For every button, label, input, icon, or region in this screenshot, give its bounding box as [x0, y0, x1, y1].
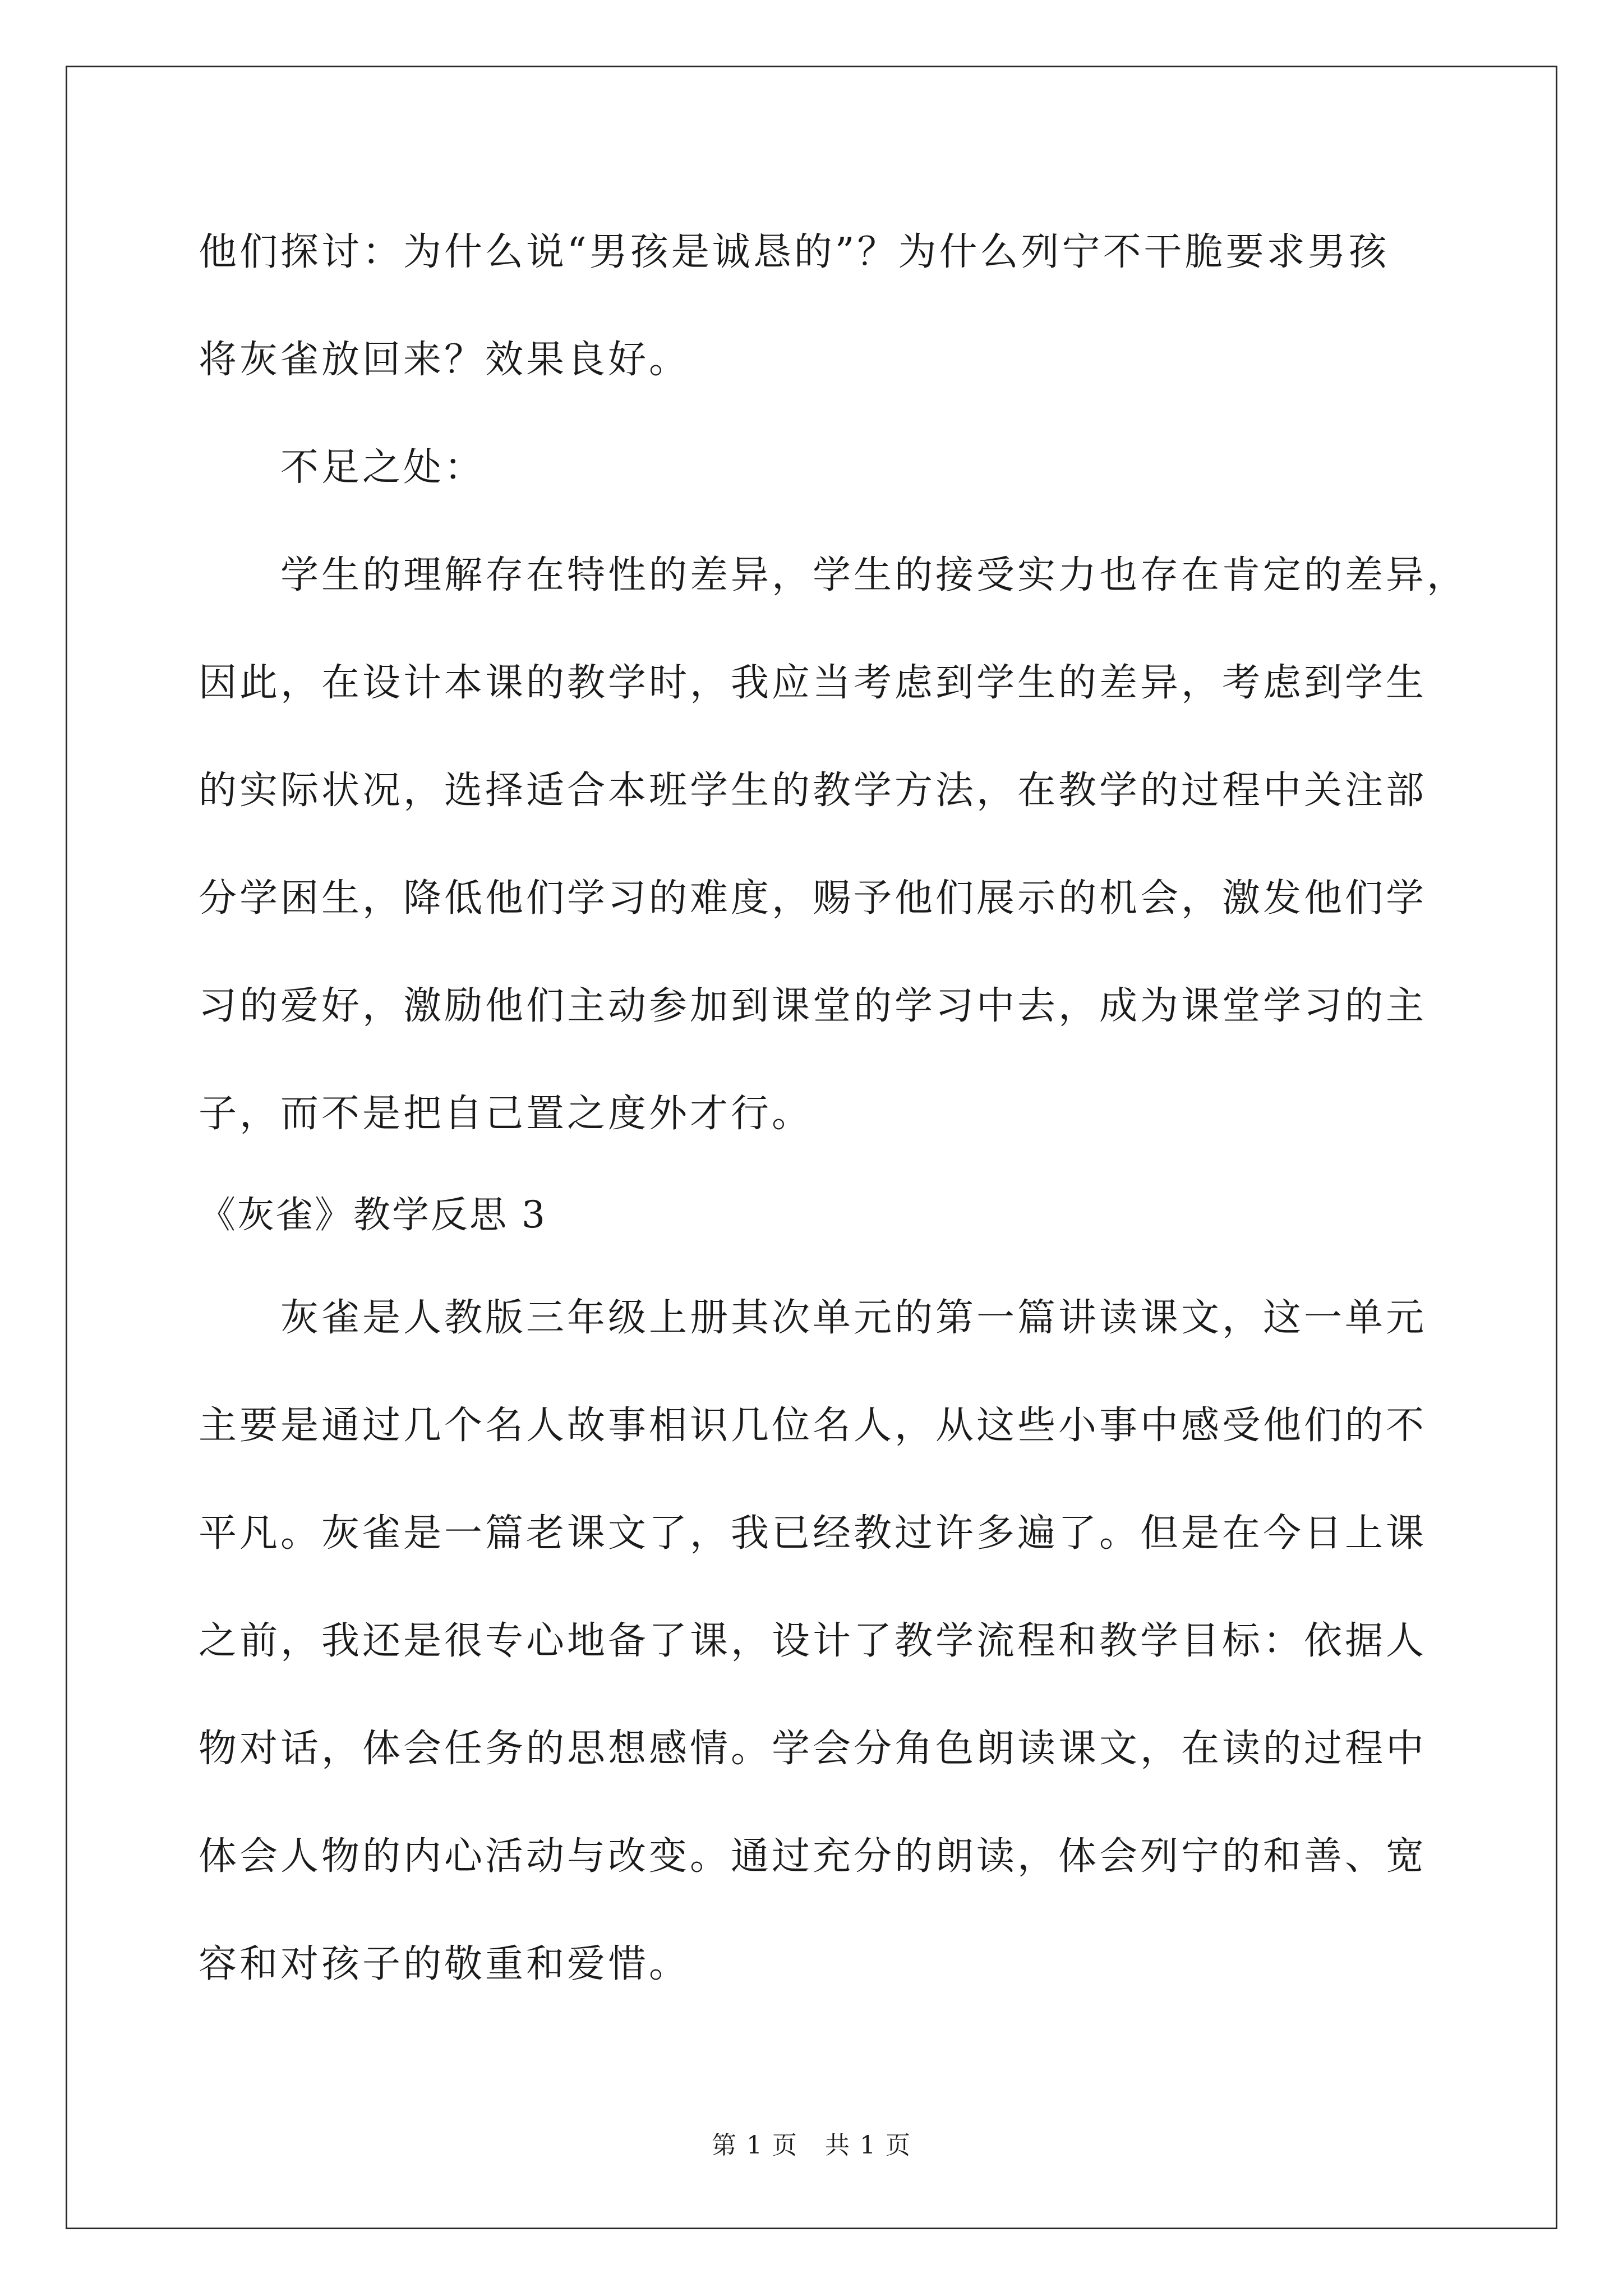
page-border	[66, 66, 1557, 2229]
body-line: 物对话，体会任务的思想感情。学会分角色朗读课文，在读的过程中	[199, 1727, 1427, 1771]
body-line: 习的爱好，激励他们主动参加到课堂的学习中去，成为课堂学习的主	[199, 984, 1427, 1028]
body-line: 分学困生，降低他们学习的难度，赐予他们展示的机会，激发他们学	[199, 876, 1427, 921]
body-line: 他们探讨：为什么说“男孩是诚恳的”？为什么列宁不干脆要求男孩	[199, 230, 1390, 274]
body-line: 学生的理解存在特性的差异，学生的接受实力也存在肯定的差异，	[280, 553, 1468, 597]
body-line: 将灰雀放回来？效果良好。	[199, 338, 690, 382]
section-label: 不足之处：	[280, 445, 486, 490]
page-number-total: 共 1 页	[825, 2131, 911, 2160]
body-line: 体会人物的内心活动与改变。通过充分的朗读，体会列宁的和善、宽	[199, 1834, 1427, 1879]
body-line: 容和对孩子的敬重和爱惜。	[199, 1942, 690, 1986]
body-line: 灰雀是人教版三年级上册其次单元的第一篇讲读课文，这一单元	[280, 1296, 1427, 1340]
body-line: 子，而不是把自己置之度外才行。	[199, 1092, 813, 1136]
body-line: 因此，在设计本课的教学时，我应当考虑到学生的差异，考虑到学生	[199, 661, 1427, 705]
body-line: 平凡。灰雀是一篇老课文了，我已经教过许多遍了。但是在今日上课	[199, 1511, 1427, 1556]
section-heading: 《灰雀》教学反思 3	[199, 1193, 547, 1236]
body-line: 之前，我还是很专心地备了课，设计了教学流程和教学目标：依据人	[199, 1619, 1427, 1663]
page-number-current: 第 1 页	[712, 2131, 798, 2160]
page-footer	[0, 2129, 1623, 2162]
body-line: 主要是通过几个名人故事相识几位名人，从这些小事中感受他们的不	[199, 1404, 1427, 1448]
body-line: 的实际状况，选择适合本班学生的教学方法，在教学的过程中关注部	[199, 769, 1427, 813]
